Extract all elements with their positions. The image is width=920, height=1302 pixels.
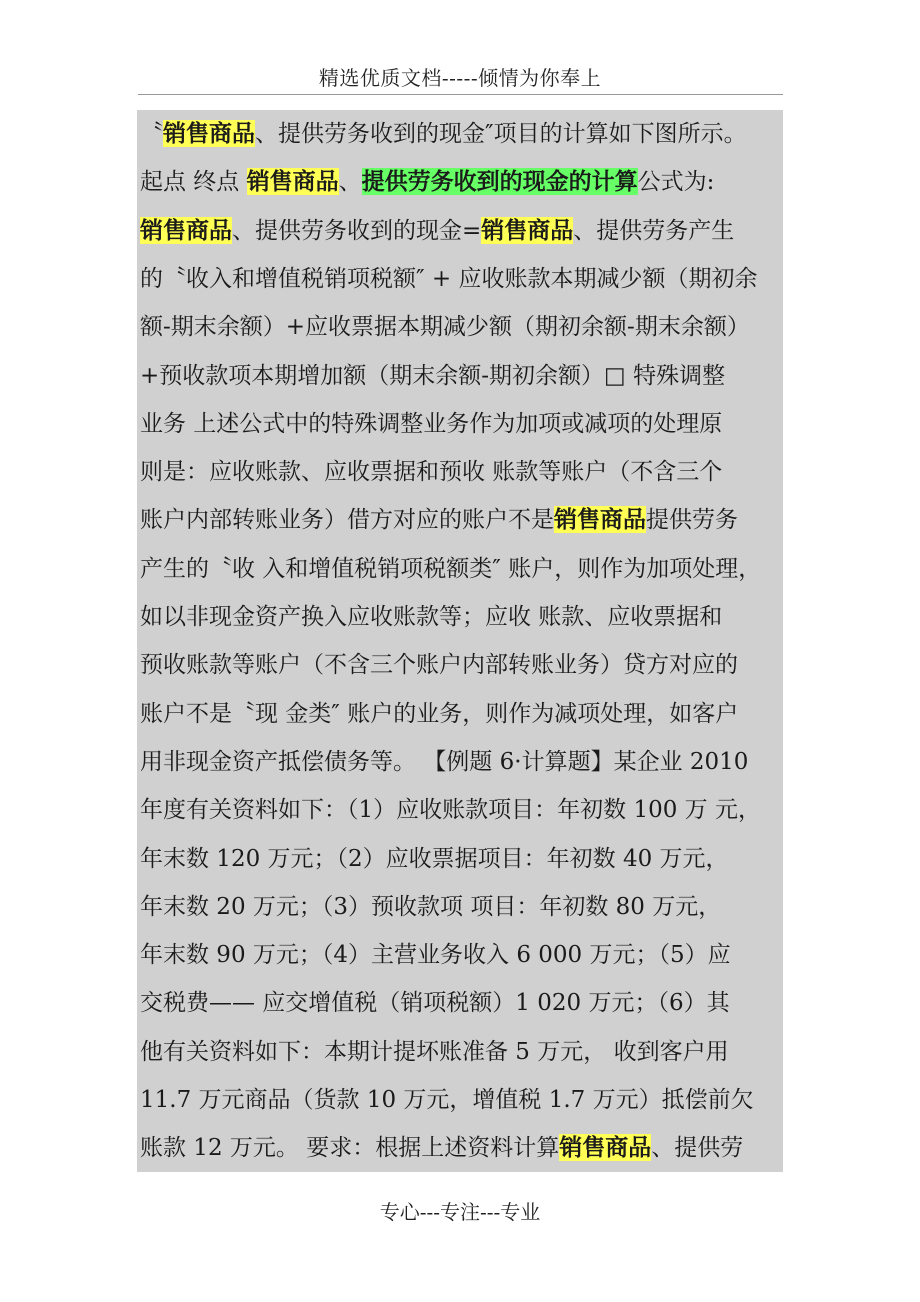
highlighted-phrase: 销售商品 bbox=[140, 216, 232, 244]
text-segment: 用非现金资产抵偿债务等。 【例题 6·计算题】某企业 2010 bbox=[140, 748, 749, 775]
text-segment: +预收款项本期增加额（期末余额-期初余额）□ 特殊调整 bbox=[140, 362, 726, 389]
text-segment: 提供劳务 bbox=[646, 507, 738, 534]
text-line bbox=[140, 545, 761, 593]
highlighted-phrase: 销售商品 bbox=[559, 1134, 652, 1162]
page-header: 精选优质文档-----倾情为你奉上 bbox=[318, 66, 602, 90]
text-segment: 11.7 万元商品（货款 10 万元，增值税 1.7 万元）抵偿前欠 bbox=[140, 1087, 754, 1113]
text-line bbox=[140, 303, 750, 351]
text-segment: 公式为: bbox=[637, 169, 715, 196]
text-segment: 、提供劳务产生 bbox=[573, 217, 735, 244]
text-line bbox=[140, 979, 730, 1027]
text-line bbox=[140, 110, 747, 158]
highlighted-phrase: 销售商品 bbox=[163, 120, 255, 147]
highlighted-phrase: 销售商品 bbox=[554, 506, 646, 534]
text-segment: 年末数 120 万元；（2）应收票据项目：年初数 40 万元， bbox=[140, 845, 729, 872]
text-segment: 起点 终点 bbox=[140, 169, 247, 196]
text-segment: 交税费—— 应交增值税（销项税额）1 020 万元；（6）其 bbox=[140, 990, 730, 1017]
text-segment: 账款 12 万元。 要求：根据上述资料计算 bbox=[140, 1135, 560, 1162]
text-line bbox=[140, 690, 738, 738]
text-segment: 、提供劳务收到的现金″项目的计算如下图所示。 bbox=[255, 121, 747, 147]
page-footer: 专心---专注---专业 bbox=[379, 1200, 541, 1224]
text-line bbox=[140, 883, 721, 931]
text-line bbox=[140, 496, 738, 544]
text-line bbox=[140, 448, 722, 496]
text-segment: 〝 bbox=[140, 121, 163, 147]
text-segment: 年末数 20 万元；（3）预收款项 项目：年初数 80 万元， bbox=[140, 893, 722, 920]
text-segment: 额-期末余额）+应收票据本期减少额（期初余额-期末余额） bbox=[140, 314, 750, 341]
text-segment: 产生的〝收 入和增值税销项税额类″ 账户，则作为加项处理， bbox=[140, 555, 762, 582]
text-line bbox=[140, 738, 748, 786]
text-segment: 账户内部转账业务）借方对应的账户不是 bbox=[140, 507, 554, 534]
highlighted-phrase: 销售商品 bbox=[481, 216, 574, 244]
highlighted-phrase: 销售商品 bbox=[246, 168, 339, 196]
text-segment: 则是：应收账款、应收票据和预收 账款等账户（不含三个 bbox=[140, 459, 723, 486]
text-line bbox=[140, 352, 725, 400]
text-segment: 、提供劳务收到的现金= bbox=[232, 217, 482, 244]
header-divider bbox=[138, 94, 783, 95]
text-line bbox=[140, 400, 722, 448]
text-line bbox=[140, 786, 761, 834]
highlighted-phrase: 提供劳务收到的现金的计算 bbox=[361, 168, 638, 196]
text-line bbox=[140, 1076, 754, 1124]
text-segment: 、 bbox=[338, 169, 362, 196]
text-line bbox=[140, 931, 731, 979]
text-segment: 他有关资料如下：本期计提坏账准备 5 万元， 收到客户用 bbox=[140, 1038, 729, 1065]
text-segment: 业务 上述公式中的特殊调整业务作为加项或减项的处理原 bbox=[140, 410, 723, 437]
text-segment: 、提供劳 bbox=[651, 1135, 744, 1162]
text-line bbox=[140, 158, 714, 206]
text-line bbox=[140, 1028, 729, 1076]
text-segment: 的〝收入和增值税销项税额″ + 应收账款本期减少额（期初余 bbox=[140, 265, 758, 292]
text-segment: 账户不是〝现 金类″ 账户的业务，则作为减项处理，如客户 bbox=[140, 700, 739, 727]
text-line bbox=[140, 255, 758, 303]
text-segment: 如以非现金资产换入应收账款等；应收 账款、应收票据和 bbox=[140, 604, 723, 630]
text-line bbox=[140, 207, 734, 255]
text-segment: 预收账款等账户（不含三个账户内部转账业务）贷方对应的 bbox=[140, 652, 738, 679]
text-line bbox=[140, 1124, 743, 1172]
text-line bbox=[140, 641, 738, 689]
text-segment: 年度有关资料如下：（1）应收账款项目：年初数 100 万 元， bbox=[140, 797, 761, 824]
text-segment: 年末数 90 万元；（4）主营业务收入 6 000 万元；（5）应 bbox=[140, 942, 731, 969]
text-line bbox=[140, 593, 722, 641]
text-line bbox=[140, 835, 729, 883]
